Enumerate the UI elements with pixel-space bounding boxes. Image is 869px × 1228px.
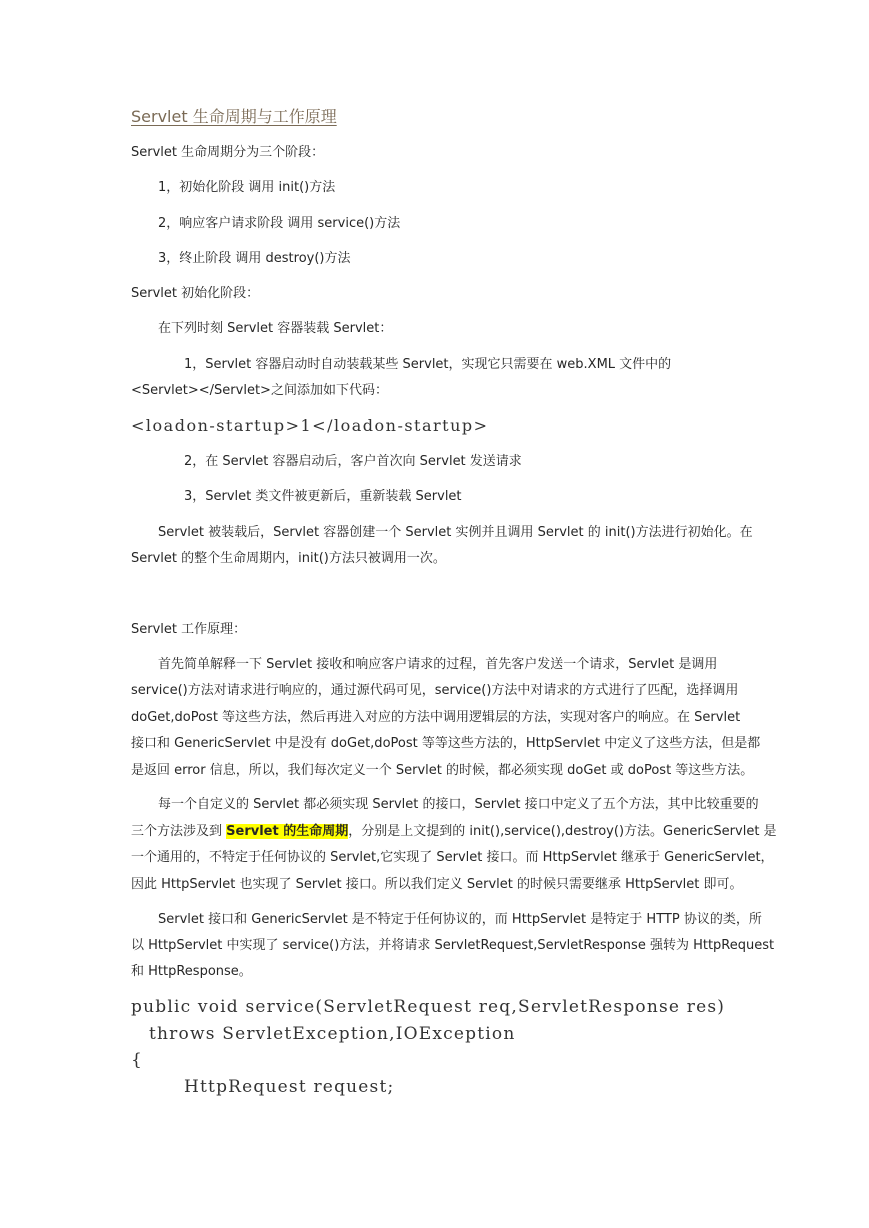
work-p2-text: 三个方法涉及到	[131, 824, 227, 839]
lifecycle-stage-1: 1，初始化阶段 调用 init()方法	[158, 180, 336, 195]
work-heading: Servlet 工作原理：	[131, 622, 247, 637]
work-p1-line: 是返回 error 信息，所以，我们每次定义一个 Servlet 的时候，都必须实现 doGet 或 doPost 等这些方法。	[131, 763, 754, 778]
init-case-1-cont: <Servlet></Servlet>之间添加如下代码：	[131, 383, 388, 398]
init-summary: Servlet 被装载后，Servlet 容器创建一个 Servlet 实例并且调用 Servlet 的 init()方法进行初始化。在	[158, 525, 753, 540]
code-line: {	[131, 1050, 144, 1070]
work-p2-line: 每一个自定义的 Servlet 都必须实现 Servlet 的接口，Servlet 接口中定义了五个方法，其中比较重要的	[158, 797, 759, 812]
work-p3-line: 和 HttpResponse。	[131, 964, 252, 979]
init-heading: Servlet 初始化阶段：	[131, 286, 260, 301]
lifecycle-intro: Servlet 生命周期分为三个阶段：	[131, 145, 325, 160]
work-p3-line: Servlet 接口和 GenericServlet 是不特定于任何协议的，而 HttpServlet 是特定于 HTTP 协议的类，所	[158, 912, 762, 927]
work-p2-text: ，分别是上文提到的 init(),service(),destroy()方法。GenericServlet 是	[348, 824, 777, 839]
code-line: public void service(ServletRequest req,ServletResponse res)	[131, 997, 726, 1017]
init-case-2: 2，在 Servlet 容器启动后，客户首次向 Servlet 发送请求	[184, 454, 522, 469]
work-p1-line: 首先简单解释一下 Servlet 接收和响应客户请求的过程，首先客户发送一个请求，Servlet 是调用	[158, 657, 718, 672]
work-p2-line: 因此 HttpServlet 也实现了 Servlet 接口。所以我们定义 Servlet 的时候只需要继承 HttpServlet 即可。	[131, 877, 743, 892]
init-subheading: 在下列时刻 Servlet 容器装载 Servlet：	[158, 321, 393, 336]
work-p1-line: 接口和 GenericServlet 中是没有 doGet,doPost 等等这些方法的，HttpServlet 中定义了这些方法，但是都	[131, 736, 761, 751]
work-p3-line: 以 HttpServlet 中实现了 service()方法，并将请求 ServletRequest,ServletResponse 强转为 HttpRequest	[131, 938, 775, 953]
init-case-3: 3，Servlet 类文件被更新后，重新装载 Servlet	[184, 489, 462, 504]
lifecycle-stage-3: 3，终止阶段 调用 destroy()方法	[158, 251, 351, 266]
work-p2-line	[131, 823, 777, 841]
work-p1-line: service()方法对请求进行响应的，通过源代码可见，service()方法中对请求的方式进行了匹配，选择调用	[131, 683, 739, 698]
lifecycle-stage-2: 2，响应客户请求阶段 调用 service()方法	[158, 216, 401, 231]
highlighted-term: Servlet 的生命周期	[226, 824, 349, 839]
code-line: throws ServletException,IOException	[149, 1024, 516, 1044]
work-p1-line: doGet,doPost 等这些方法，然后再进入对应的方法中调用逻辑层的方法，实现对客户的响应。在 Servlet	[131, 710, 741, 725]
work-p2-line: 一个通用的，不特定于任何协议的 Servlet,它实现了 Servlet 接口。而 HttpServlet 继承于 GenericServlet，	[131, 850, 774, 865]
page-title: Servlet 生命周期与工作原理	[131, 107, 337, 126]
init-summary-cont: Servlet 的整个生命周期内，init()方法只被调用一次。	[131, 551, 446, 566]
code-line: HttpRequest request;	[184, 1077, 395, 1097]
init-case-1: 1，Servlet 容器启动时自动装载某些 Servlet，实现它只需要在 web.XML 文件中的	[184, 357, 672, 372]
init-code-snippet: <loadon-startup>1</loadon-startup>	[131, 416, 489, 435]
